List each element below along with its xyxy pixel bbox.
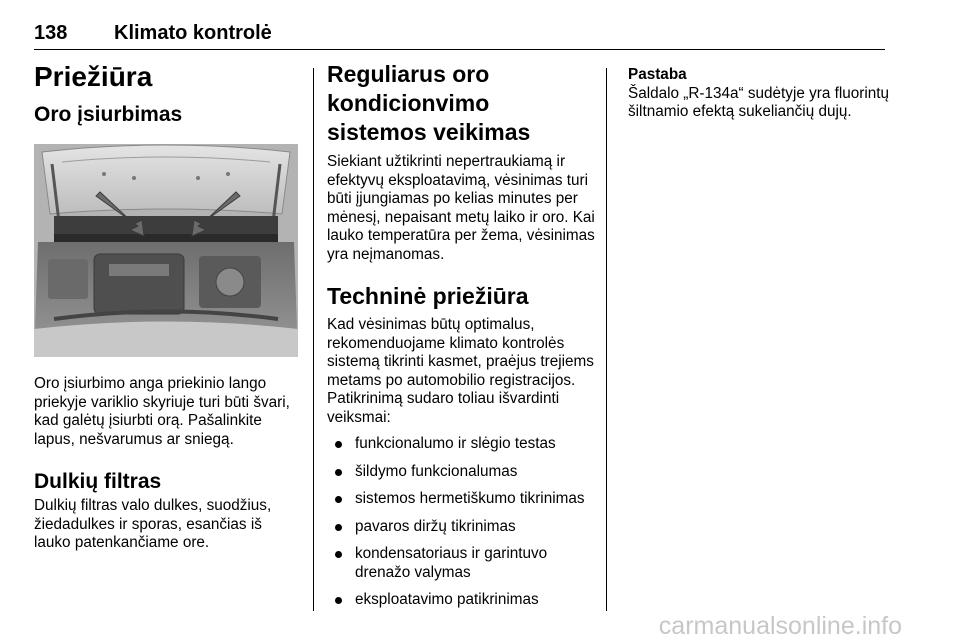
bullet-icon — [335, 469, 342, 476]
list-item: eksploatavimo patikrinimas — [327, 591, 595, 610]
service-checklist — [327, 435, 595, 610]
dust-filter-heading: Dulkių filtras — [34, 470, 162, 493]
list-item: šildymo funkcionalumas — [327, 463, 595, 482]
watermark: carmanualsonline.info — [658, 612, 902, 640]
list-item: sistemos hermetiškumo tikrinimas — [327, 490, 595, 509]
page-number: 138 — [34, 22, 68, 44]
section-title: Priežiūra — [34, 61, 153, 92]
bullet-icon — [335, 441, 342, 448]
service-text: Kad vėsinimas būtų optimalus, rekomenduojame klimato kontrolės sistemą tikrinti kasmet, praėjus trejiems metams po automobilio registracijos. Patikrinimą sudaro toliau išvardinti veiksmai: — [327, 316, 594, 426]
chapter-title: Klimato kontrolė — [114, 22, 272, 44]
column-1 — [34, 60, 302, 553]
list-item: kondensatoriaus ir garintuvo drenažo valymas — [327, 545, 595, 582]
column-divider-1 — [313, 68, 314, 611]
list-item: pavaros diržų tikrinimas — [327, 518, 595, 537]
bullet-icon — [335, 496, 342, 503]
service-heading: Techninė priežiūra — [327, 283, 529, 309]
list-item: funkcionalumo ir slėgio testas — [327, 435, 595, 454]
column-2 — [327, 60, 595, 619]
note-text: Šaldalo „R-134a“ sudėtyje yra fluorintų šiltnamio efektą sukeliančių dujų. — [628, 84, 890, 120]
air-intake-heading: Oro įsiurbimas — [34, 103, 183, 126]
air-intake-text: Oro įsiurbimo anga priekinio lango priekyje variklio skyriuje turi būti švari, kad galėtų įsiurbti orą. Pašalinkite lapus, nešvarumus ar sniegą. — [34, 375, 290, 448]
ac-operation-heading: Reguliarus oro kondicionvimo sistemos veikimas — [327, 61, 531, 145]
column-divider-2 — [606, 68, 607, 611]
page-header — [34, 22, 884, 50]
header-rule — [34, 49, 885, 50]
engine-bay-photo — [34, 144, 298, 357]
ac-operation-text: Siekiant užtikrinti nepertraukiamą ir efektyvų eksploatavimą, vėsinimas turi būti įjungiamas po kelias minutes per mėnesį, nepaisant metų laiko ir oro. Kai lauko temperatūra per žema, vėsinimas yra neįmanomas. — [327, 153, 595, 263]
dust-filter-text: Dulkių filtras valo dulkes, suodžius, žiedadulkes ir sporas, esančias iš lauko patenkančiame ore. — [34, 497, 272, 551]
column-3 — [628, 66, 898, 122]
note-title: Pastaba — [628, 66, 687, 83]
bullet-icon — [335, 551, 342, 558]
bullet-icon — [335, 524, 342, 531]
engine-bay-illustration — [34, 144, 298, 357]
bullet-icon — [335, 597, 342, 604]
